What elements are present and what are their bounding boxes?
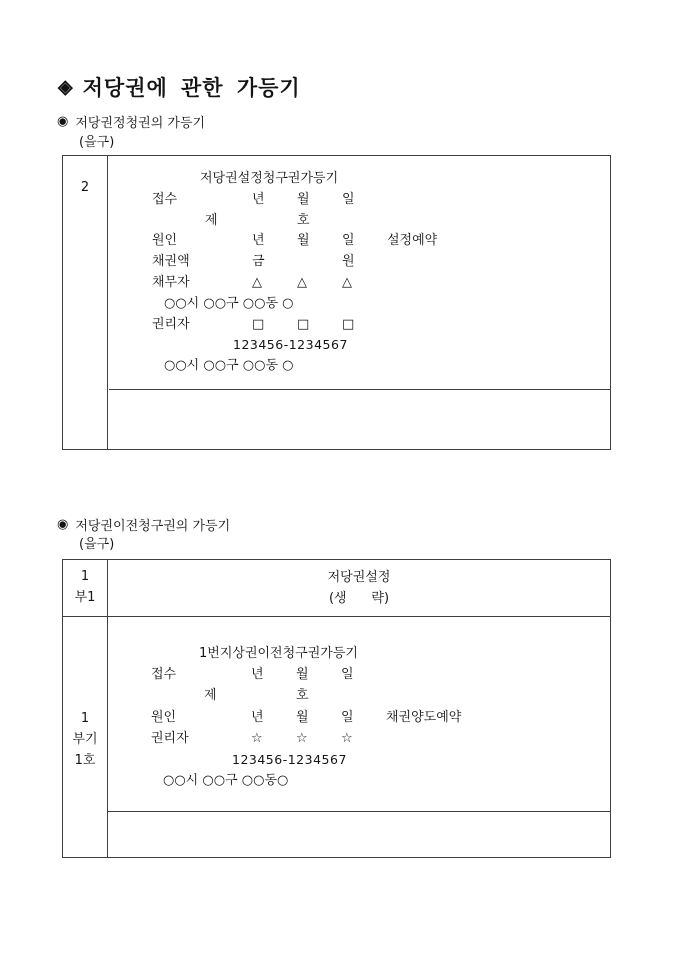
won-label: 원 [342, 254, 355, 270]
doc-title [58, 72, 301, 102]
doc-title-text: 저당권에 관한 가등기 [82, 76, 301, 100]
right-holder-label: 권리자 [152, 316, 190, 332]
cause-line [109, 231, 610, 252]
cause-detail: 채권양도예약 [386, 709, 462, 725]
empty-row [108, 812, 610, 857]
day-label: 일 [342, 191, 355, 207]
debtor-line [109, 273, 610, 294]
empty-col [252, 211, 297, 232]
prior-entry-row [63, 560, 610, 617]
table-mortgage-transfer-provisional [62, 559, 611, 858]
year-label: 년 [252, 233, 265, 249]
entry-number: 2 [80, 180, 90, 195]
entry-number-ho: 1호 [74, 752, 96, 768]
day-label: 일 [342, 233, 355, 249]
omitted-note: (생 략) [328, 591, 390, 606]
ho-label: 호 [297, 212, 310, 228]
cause-line [108, 707, 610, 728]
entry-number-cell [63, 156, 108, 449]
resident-reg-number: 123456-1234567 [233, 337, 348, 353]
entry-content-row [108, 617, 610, 812]
entry-content-row [109, 156, 610, 390]
empty-col [297, 252, 342, 273]
month-label: 월 [296, 667, 309, 683]
receipt-number-line [108, 685, 610, 706]
geum-label: 금 [252, 254, 265, 270]
debtor-address: ○○시 ○○구 ○○동 ○ [164, 295, 294, 311]
prior-entry-number: 1 [80, 569, 90, 584]
receipt-number-line [109, 211, 610, 232]
resident-reg-number: 123456-1234567 [232, 751, 347, 767]
diamond-icon: ◈ [58, 76, 73, 98]
receipt-line [108, 664, 610, 685]
right-holder-line [108, 728, 610, 749]
triangle-placeholder-icon: △ [342, 274, 352, 290]
right-holder-line [109, 315, 610, 336]
square-placeholder-icon: □ [342, 316, 355, 332]
entry-number-cell [63, 617, 108, 857]
cause-label: 원인 [151, 709, 177, 725]
day-label: 일 [341, 667, 354, 683]
entry-number: 1 [80, 710, 90, 726]
triangle-placeholder-icon: △ [297, 274, 307, 290]
entry-title: 1번지상권이전청구권가등기 [199, 646, 358, 661]
cause-detail: 설정예약 [387, 233, 438, 249]
prior-entry-content [108, 560, 610, 616]
triangle-placeholder-icon: △ [252, 274, 262, 290]
section2-heading-text: 저당권이전청구권의 가등기 [75, 519, 231, 534]
debtor-label: 채무자 [152, 274, 190, 290]
right-holder-label: 권리자 [151, 730, 189, 746]
entry-content-cell [108, 617, 610, 857]
year-label: 년 [251, 709, 264, 725]
entry-content-cell [109, 156, 610, 449]
fisheye-bullet-icon: ◉ [57, 114, 69, 129]
star-placeholder-icon: ☆ [251, 730, 263, 746]
empty-row [109, 390, 610, 449]
star-placeholder-icon: ☆ [296, 730, 308, 746]
empty-col [251, 685, 296, 706]
month-label: 월 [296, 709, 309, 725]
je-label-wrap [152, 211, 252, 232]
section1-heading-text: 저당권정청권의 가등기 [75, 116, 206, 131]
claim-amount-line [109, 252, 610, 273]
prior-entry-number-cell [63, 560, 108, 616]
ho-label: 호 [296, 688, 309, 704]
section2-heading [57, 515, 230, 534]
section1-heading [57, 112, 205, 131]
entry-rows [63, 617, 610, 857]
prior-entry-title: 저당권설정 [327, 570, 391, 585]
month-label: 월 [297, 191, 310, 207]
je-label-wrap [151, 685, 251, 706]
square-placeholder-icon: □ [297, 316, 310, 332]
section1-subheading: (을구) [79, 135, 115, 150]
entry-title: 저당권설정청구권가등기 [200, 171, 339, 186]
fisheye-bullet-icon: ◉ [57, 517, 69, 532]
right-holder-address: ○○시 ○○구 ○○동○ [163, 773, 289, 789]
receipt-line [109, 190, 610, 211]
je-label: 제 [205, 212, 218, 228]
year-label: 년 [251, 667, 264, 683]
cause-label: 원인 [152, 233, 178, 249]
entry-number-bugi: 부기 [72, 731, 98, 747]
star-placeholder-icon: ☆ [341, 730, 353, 746]
month-label: 월 [297, 233, 310, 249]
receipt-label: 접수 [152, 191, 178, 207]
table-mortgage-creation-provisional [62, 155, 611, 450]
year-label: 년 [252, 191, 265, 207]
section2-subheading: (을구) [79, 537, 115, 552]
day-label: 일 [341, 709, 354, 725]
prior-entry-number-sub: 부1 [74, 590, 96, 605]
claim-amount-label: 채권액 [152, 254, 190, 270]
receipt-label: 접수 [151, 667, 177, 683]
square-placeholder-icon: □ [252, 316, 265, 332]
right-holder-address: ○○시 ○○구 ○○동 ○ [164, 358, 294, 374]
je-label: 제 [204, 688, 217, 704]
